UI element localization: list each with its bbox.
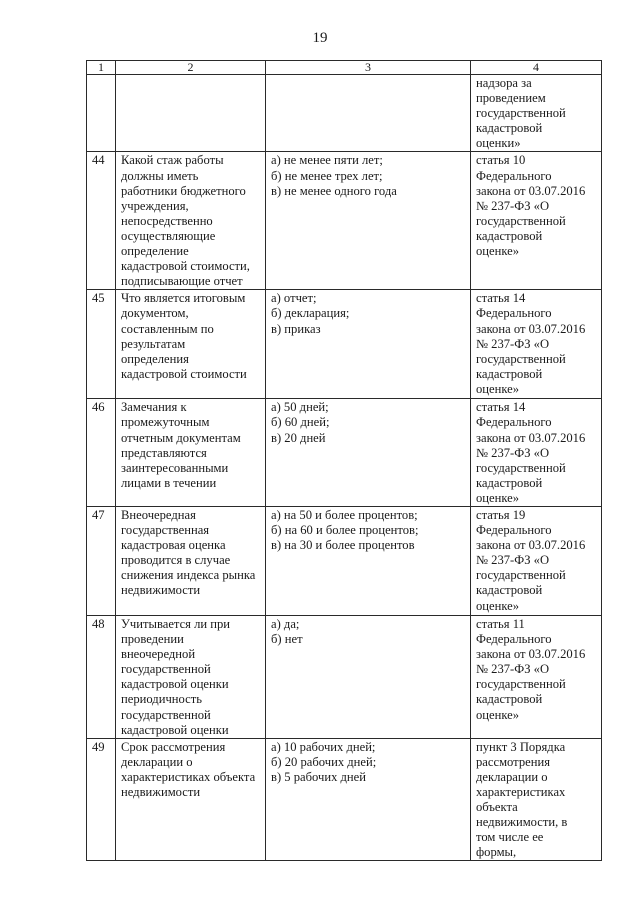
reference-cell xyxy=(471,738,602,861)
reference-cell-line: государственной xyxy=(476,213,566,228)
answers-cell xyxy=(266,290,471,399)
question-cell-line: кадастровой стоимости xyxy=(121,366,247,381)
reference-cell-line: оценке» xyxy=(476,598,520,613)
table-row xyxy=(87,75,602,152)
question-cell-line: учреждения, xyxy=(121,198,189,213)
reference-cell-line: государственной xyxy=(476,351,566,366)
reference-cell-line: надзора за xyxy=(476,76,532,90)
question-cell-line: недвижимости xyxy=(121,785,201,799)
reference-cell-line: Федерального xyxy=(476,306,552,321)
question-cell xyxy=(116,506,266,615)
row-number: 45 xyxy=(87,290,116,399)
reference-cell-line: оценке» xyxy=(476,244,520,259)
reference-cell-line: проведением xyxy=(476,91,546,106)
reference-cell-line: № 237-ФЗ «О xyxy=(476,662,550,677)
table-row xyxy=(87,615,602,738)
document-table xyxy=(86,60,602,861)
reference-cell-line: кадастровой xyxy=(476,366,543,381)
answers-cell xyxy=(266,615,471,738)
reference-cell xyxy=(471,152,602,290)
question-cell-line: государственной xyxy=(121,662,211,677)
answers-cell-line: в) приказ xyxy=(271,321,321,336)
reference-cell-line: формы, xyxy=(476,845,517,860)
answers-cell-line: б) декларация; xyxy=(271,306,350,321)
answers-cell-line: а) отчет; xyxy=(271,291,317,306)
question-cell-line: внеочередной xyxy=(121,647,196,662)
reference-cell-line: № 237-ФЗ «О xyxy=(476,553,550,568)
row-number: 48 xyxy=(87,615,116,738)
reference-cell-line: № 237-ФЗ «О xyxy=(476,198,550,213)
question-cell-line: кадастровой оценки xyxy=(121,722,229,737)
answers-cell-line: б) 60 дней; xyxy=(271,415,330,430)
table-row xyxy=(87,738,602,861)
answers-cell-line: б) не менее трех лет; xyxy=(271,168,383,183)
reference-cell-line: декларации о xyxy=(476,769,548,784)
question-cell xyxy=(116,75,266,152)
question-cell-line: непосредственно xyxy=(121,213,213,228)
question-cell xyxy=(116,738,266,861)
reference-cell-line: закона от 03.07.2016 xyxy=(476,183,586,198)
row-number: 47 xyxy=(87,506,116,615)
question-cell-line: периодичность xyxy=(121,692,202,707)
question-cell-line: документом, xyxy=(121,306,189,321)
row-number: 49 xyxy=(87,738,116,861)
answers-cell-line: в) 5 рабочих дней xyxy=(271,769,366,784)
question-cell-line: Что является итоговым xyxy=(121,291,246,306)
reference-cell-line: Федерального xyxy=(476,632,552,647)
answers-cell-line: а) да; xyxy=(271,616,300,631)
header-col-1: 1 xyxy=(87,61,116,75)
question-cell-line: декларации о xyxy=(121,754,193,769)
question-cell xyxy=(116,399,266,507)
question-cell-line: государственной xyxy=(121,707,211,722)
row-number: 46 xyxy=(87,399,116,507)
reference-cell-line: статья 11 xyxy=(476,616,525,631)
table-row xyxy=(87,506,602,615)
question-cell-line: Внеочередная xyxy=(121,507,196,522)
reference-cell-line: Федерального xyxy=(476,415,552,430)
reference-cell xyxy=(471,506,602,615)
question-cell-line: проведении xyxy=(121,632,184,647)
question-cell-line: заинтересованными xyxy=(121,460,229,475)
reference-cell-line: Федерального xyxy=(476,168,552,183)
reference-cell-line: статья 10 xyxy=(476,153,526,168)
question-cell-line: кадастровая оценка xyxy=(121,538,226,553)
reference-cell-line: статья 19 xyxy=(476,507,526,522)
header-col-3: 3 xyxy=(266,61,471,75)
reference-cell-line: № 237-ФЗ «О xyxy=(476,336,550,351)
question-cell-line: результатам xyxy=(121,336,186,351)
question-cell xyxy=(116,290,266,399)
answers-cell-line: в) не менее одного года xyxy=(271,183,397,198)
reference-cell-line: объекта xyxy=(476,800,518,815)
header-col-2: 2 xyxy=(116,61,266,75)
question-cell-line: определение xyxy=(121,244,189,259)
reference-cell-line: кадастровой xyxy=(476,692,543,707)
question-cell-line: должны иметь xyxy=(121,168,199,183)
answers-cell-line: б) нет xyxy=(271,632,303,647)
question-cell-line: подписывающие отчет xyxy=(121,274,243,289)
reference-cell-line: кадастровой xyxy=(476,583,543,598)
reference-cell-line: государственной xyxy=(476,106,566,121)
answers-cell xyxy=(266,75,471,152)
row-number xyxy=(87,75,116,152)
answers-cell xyxy=(266,152,471,290)
reference-cell-line: № 237-ФЗ «О xyxy=(476,445,550,460)
reference-cell-line: оценки» xyxy=(476,136,521,151)
question-cell-line: кадастровой оценки xyxy=(121,677,229,692)
question-cell-line: Какой стаж работы xyxy=(121,153,224,168)
answers-cell-line: в) на 30 и более процентов xyxy=(271,538,415,553)
reference-cell-line: кадастровой xyxy=(476,228,543,243)
question-cell-line: Срок рассмотрения xyxy=(121,739,226,754)
reference-cell-line: закона от 03.07.2016 xyxy=(476,321,586,336)
question-cell xyxy=(116,152,266,290)
reference-cell-line: государственной xyxy=(476,568,566,583)
question-cell-line: определения xyxy=(121,351,189,366)
reference-cell-line: кадастровой xyxy=(476,121,543,136)
question-cell-line: характеристиках объекта xyxy=(121,769,256,784)
table-row xyxy=(87,152,602,290)
reference-cell xyxy=(471,290,602,399)
question-cell-line: Учитывается ли при xyxy=(121,616,231,631)
reference-cell-line: характеристиках xyxy=(476,785,566,799)
question-cell-line: проводится в случае xyxy=(121,553,231,568)
question-cell-line: отчетным документам xyxy=(121,430,241,445)
question-cell xyxy=(116,615,266,738)
reference-cell xyxy=(471,615,602,738)
page-number: 19 xyxy=(312,30,328,46)
reference-cell-line: пункт 3 Порядка xyxy=(476,739,566,754)
question-cell-line: составленным по xyxy=(121,321,214,336)
reference-cell-line: Федерального xyxy=(476,523,552,538)
reference-cell-line: недвижимости, в xyxy=(476,815,568,830)
question-cell-line: лицами в течении xyxy=(121,475,217,490)
answers-cell-line: а) 10 рабочих дней; xyxy=(271,739,376,754)
reference-cell-line: статья 14 xyxy=(476,291,526,306)
reference-cell-line: оценке» xyxy=(476,381,520,396)
reference-cell-line: закона от 03.07.2016 xyxy=(476,538,586,553)
table-header-row xyxy=(87,61,602,75)
question-cell-line: работники бюджетного xyxy=(121,183,246,198)
reference-cell-line: оценке» xyxy=(476,490,520,505)
question-cell-line: представляются xyxy=(121,445,207,460)
answers-cell-line: а) 50 дней; xyxy=(271,400,329,415)
answers-cell-line: б) на 60 и более процентов; xyxy=(271,523,419,538)
table-row xyxy=(87,290,602,399)
question-cell-line: недвижимости xyxy=(121,583,201,598)
question-cell-line: снижения индекса рынка xyxy=(121,568,256,583)
question-cell-line: государственная xyxy=(121,523,210,538)
reference-cell-line: закона от 03.07.2016 xyxy=(476,647,586,662)
answers-cell-line: а) на 50 и более процентов; xyxy=(271,507,418,522)
answers-cell xyxy=(266,506,471,615)
header-col-4: 4 xyxy=(471,61,602,75)
question-cell-line: промежуточным xyxy=(121,415,210,430)
reference-cell xyxy=(471,75,602,152)
row-number: 44 xyxy=(87,152,116,290)
question-cell-line: осуществляющие xyxy=(121,228,216,243)
reference-cell-line: статья 14 xyxy=(476,400,526,415)
reference-cell-line: оценке» xyxy=(476,707,520,722)
reference-cell-line: закона от 03.07.2016 xyxy=(476,430,586,445)
reference-cell-line: том числе ее xyxy=(476,830,544,845)
reference-cell-line: государственной xyxy=(476,677,566,692)
answers-cell xyxy=(266,738,471,861)
reference-cell-line: рассмотрения xyxy=(476,754,550,769)
answers-cell-line: а) не менее пяти лет; xyxy=(271,153,383,168)
answers-cell-line: в) 20 дней xyxy=(271,430,326,445)
reference-cell xyxy=(471,399,602,507)
question-cell-line: кадастровой стоимости, xyxy=(121,259,250,274)
table-row xyxy=(87,399,602,507)
question-cell-line: Замечания к xyxy=(121,400,187,415)
answers-cell-line: б) 20 рабочих дней; xyxy=(271,754,377,769)
reference-cell-line: государственной xyxy=(476,460,566,475)
reference-cell-line: кадастровой xyxy=(476,475,543,490)
answers-cell xyxy=(266,399,471,507)
